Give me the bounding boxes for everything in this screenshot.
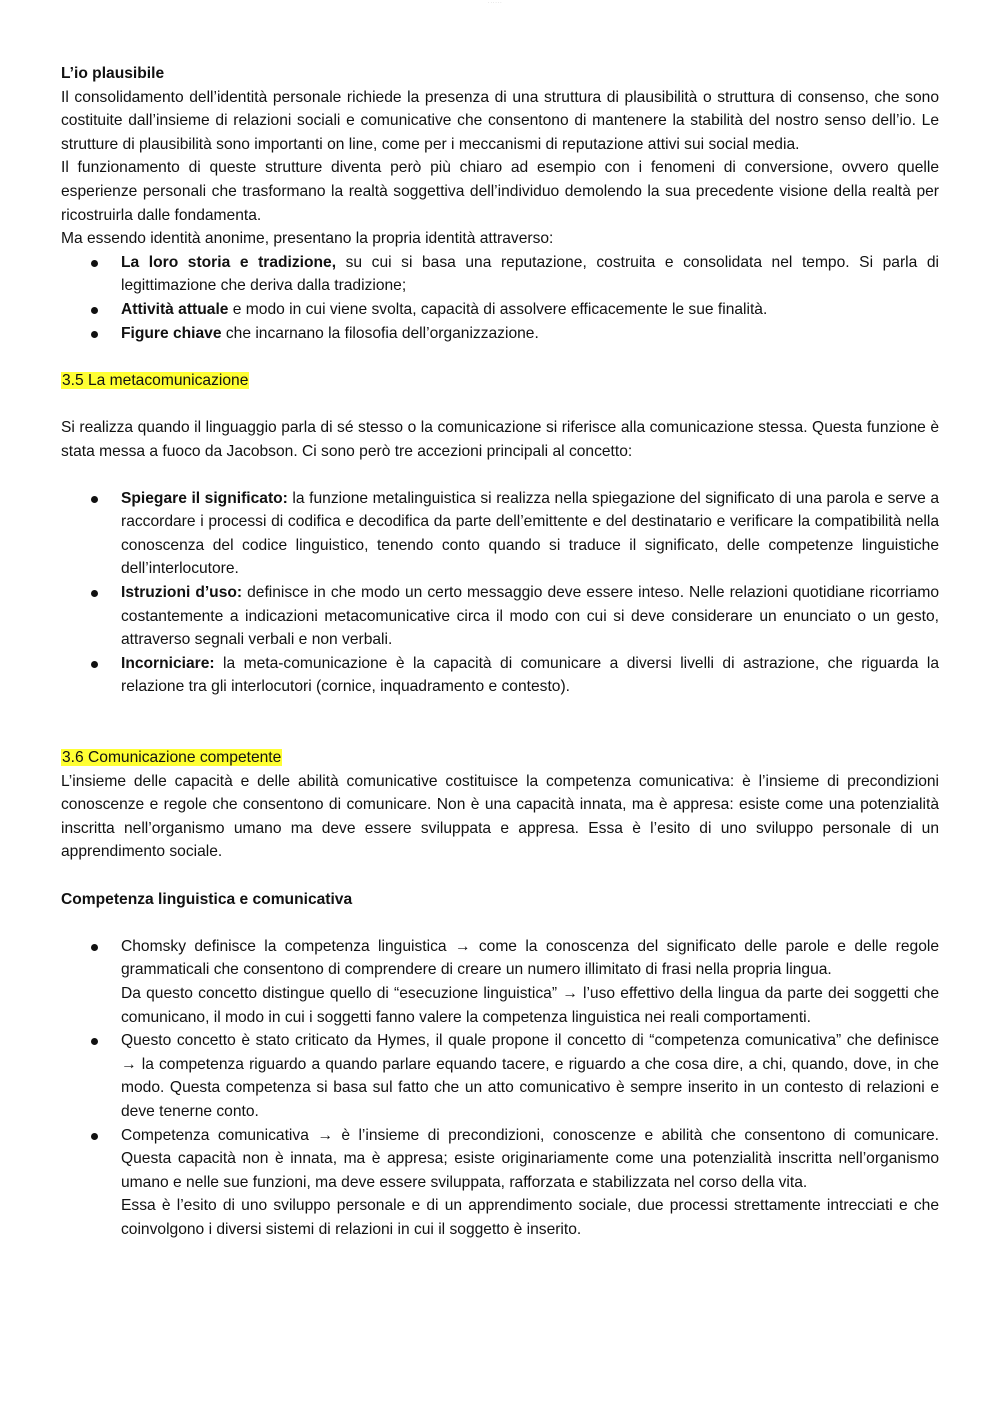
list-item-text: Questo concetto è stato criticato da Hymes, il quale propone il concetto di “competenza comunicativa” che definisce → la competenza riguardo a quando parlare equando tacere, e riguardo a che cosa dire, a chi, quando, dove, in che modo. Questa competenza si basa sul fatto che un atto comunicativo è sempre inserito in un contesto di relazioni e deve tenerne conto. <box>121 1032 939 1120</box>
paragraph: L’insieme delle capacità e delle abilità comunicative costituisce la competenza comunicativa: è l’insieme di precondizioni conoscenze e regole che consentono di comunicare. Non è una capacità innata, ma è appresa: esiste come una potenzialità inscritta nell’organismo umano ma deve essere sviluppata e appresa. Essa è l’esito di uno sviluppo personale di un apprendimento sociale. <box>61 772 939 861</box>
list-item <box>61 581 939 652</box>
paragraph: Ma essendo identità anonime, presentano la propria identità attraverso: <box>61 230 554 248</box>
list-item-bold: La loro storia e tradizione, <box>121 253 337 271</box>
paragraph: Il funzionamento di queste strutture diventa però più chiaro ad esempio con i fenomeni di conversione, ovvero quelle esperienze personali che trasformano la realtà soggettiva dell’individuo demolendo la sua precedente visione della realtà per ricostruirla dalle fondamenta. <box>61 159 939 224</box>
list-item-text: su cui si basa una reputazione, costruita e consolidata nel tempo. Si parla di legittimazione che deriva dalla tradizione; <box>121 253 939 295</box>
list-item-bold: Istruzioni d’uso: <box>121 584 243 602</box>
list-item <box>61 935 939 1029</box>
list-item <box>61 322 939 346</box>
header-mark: · · · · · · <box>488 0 502 5</box>
list-item-text: Chomsky definisce la competenza linguistica → come la conoscenza del significato delle parole e delle regole grammaticali che consentono di comprendere di creare un numero illimitato di frasi nella propria lingua. <box>121 937 939 979</box>
paragraph: Si realizza quando il linguaggio parla di sé stesso o la comunicazione si riferisce alla comunicazione stessa. Questa funzione è stata messa a fuoco da Jacobson. Ci sono però tre accezioni principali al concetto: <box>61 418 939 460</box>
section-heading-io-plausibile: L’io plausibile <box>61 65 165 82</box>
bullet-list <box>61 251 939 345</box>
list-item <box>61 251 939 298</box>
bullet-list <box>61 935 939 1242</box>
list-item-bold: Incorniciare: <box>121 654 215 672</box>
list-item-text: Essa è l’esito di uno sviluppo personale e di un apprendimento sociale, due processi strettamente intrecciati e che coinvolgono i diversi sistemi di relazioni in cui il soggetto è inserito. <box>121 1197 939 1238</box>
list-item-text: Da questo concetto distingue quello di “esecuzione linguistica” → l’uso effettivo della lingua da parte dei soggetti che comunicano, il modo in cui i soggetti fanno valere la competenza linguistica nei reali comportamenti. <box>121 984 939 1026</box>
list-item <box>61 1124 939 1242</box>
bullet-list <box>61 487 939 699</box>
paragraph: Il consolidamento dell’identità personale richiede la presenza di una struttura di plausibilità o struttura di consenso, che sono costituite dall’insieme di relazioni sociali e comunicative che consentono di mantenere la stabilità del nostro senso dell’io. Le strutture di plausibilità sono importanti on line, come per i meccanismi di reputazione attivi sui social media. <box>61 88 939 153</box>
list-item-bold: Attività attuale <box>121 300 229 318</box>
highlighted-title: 3.6 Comunicazione competente <box>62 749 282 767</box>
section-heading-3-6 <box>61 746 939 770</box>
list-item-text: Competenza comunicativa → è l’insieme di precondizioni, conoscenze e abilità che consentono di comunicare. Questa capacità non è innata, ma è appresa; esiste originariamente come una potenzialità inscritta nell’organismo umano e nelle sue funzioni, ma deve essere sviluppata, rafforzata e stabilizzata nel corso della vita. <box>121 1126 939 1191</box>
highlighted-title: 3.5 La metacomunicazione <box>62 371 249 389</box>
list-item <box>61 298 939 322</box>
subsection-heading: Competenza linguistica e comunicativa <box>61 890 353 908</box>
list-item-text: la funzione metalinguistica si realizza nella spiegazione del significato di una parola e serve a raccordare i processi di codifica e decodifica da parte dell’emittente e del destinatario e verificare la compatibilità nella conoscenza del codice linguistico, tenendo conto quando si traduce il significato, delle competenze linguistiche dell’interlocutore. <box>121 489 939 578</box>
list-item-text: la meta-comunicazione è la capacità di comunicare a diversi livelli di astrazione, che riguarda la relazione tra gli interlocutori (cornice, inquadramento e contesto). <box>121 654 939 696</box>
list-item-bold: Spiegare il significato: <box>121 489 288 507</box>
list-item-bold: Figure chiave <box>121 324 222 342</box>
list-item-text: che incarnano la filosofia dell’organizzazione. <box>221 324 539 342</box>
list-item <box>61 487 939 581</box>
list-item <box>61 1029 939 1123</box>
document-page <box>61 62 939 1242</box>
list-item-text: definisce in che modo un certo messaggio deve essere inteso. Nelle relazioni quotidiane ricorriamo costantemente a indicazioni metacomunicative circa il modo con cui si deve considerare un enunciato o un gesto, attraverso segnali verbali e non verbali. <box>121 584 939 649</box>
list-item <box>61 652 939 699</box>
section-heading-3-5 <box>61 369 939 393</box>
list-item-text: e modo in cui viene svolta, capacità di assolvere efficacemente le sue finalità. <box>228 300 768 318</box>
